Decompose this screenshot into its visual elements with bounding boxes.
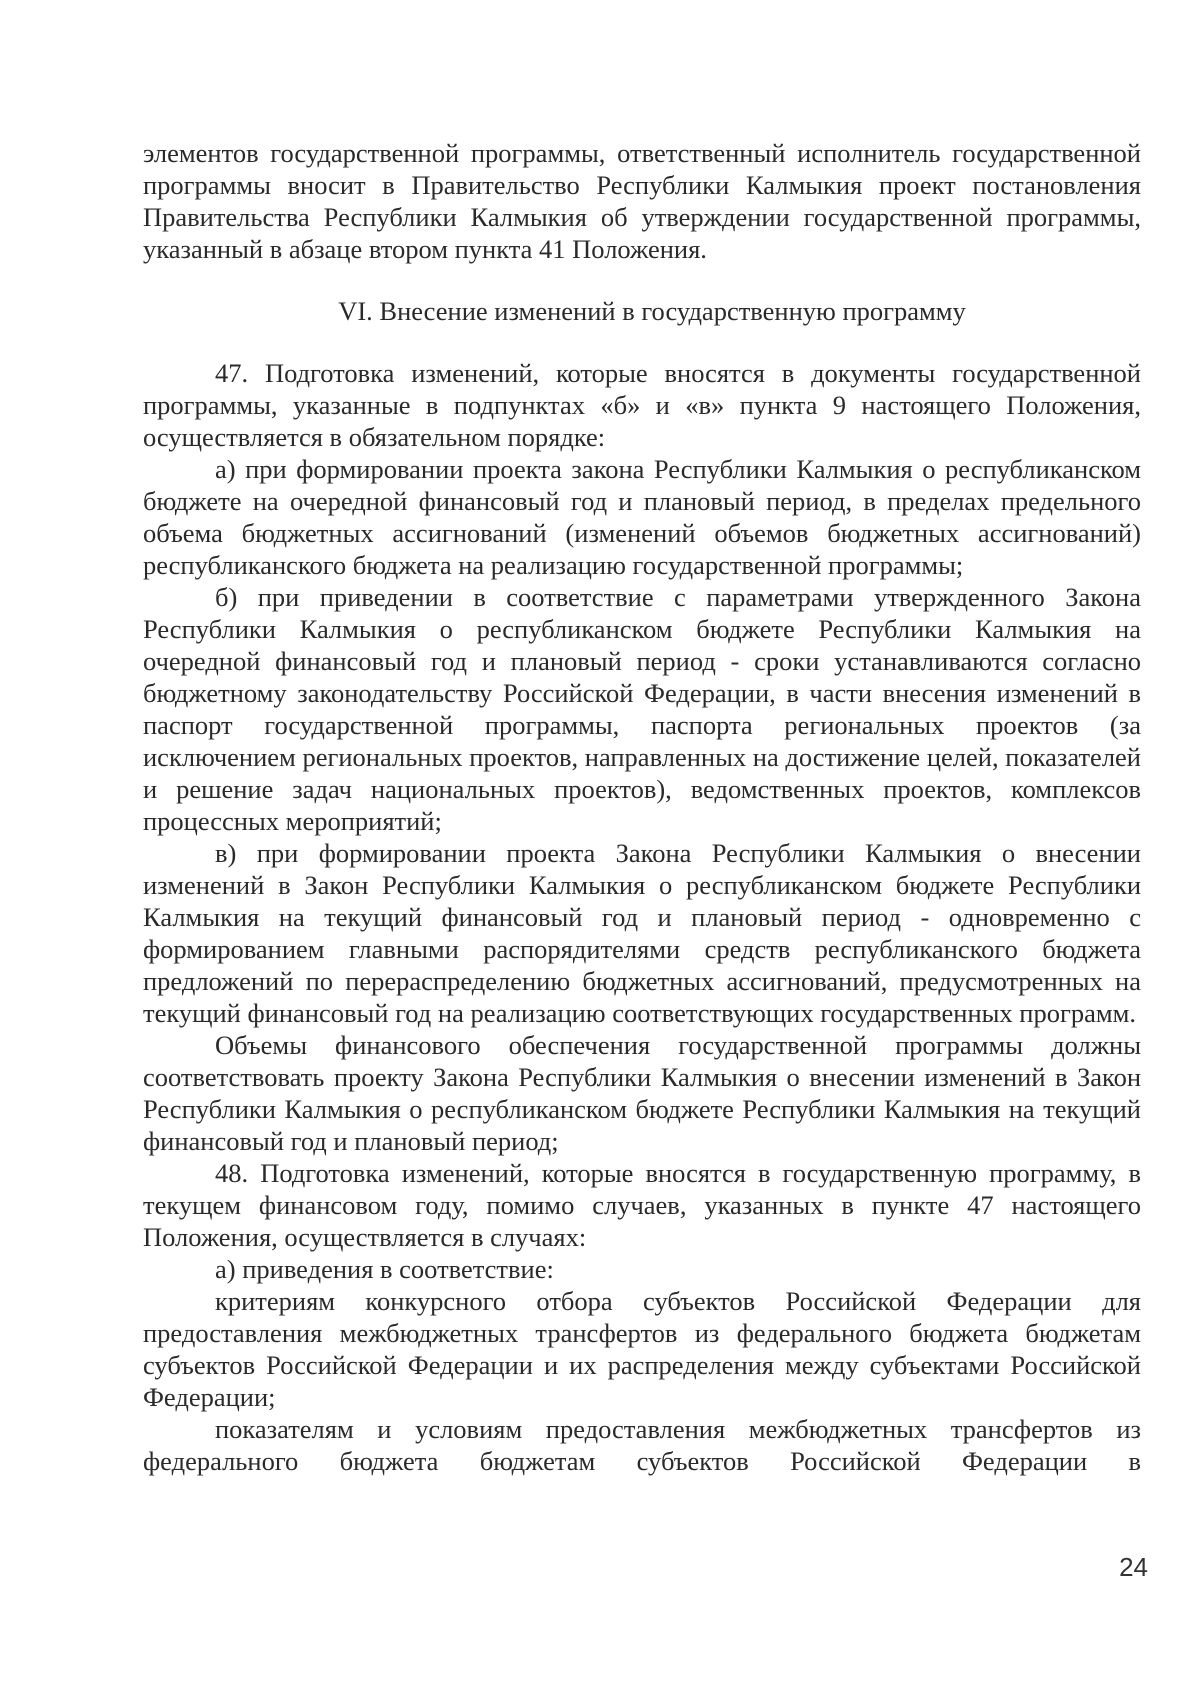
paragraph-48: 48. Подготовка изменений, которые вносятся в государственную программу, в текущем финансовом году, помимо случаев, указанных в пункте 47 настоящего Положения, осуществляется в случаях: [143,1158,1141,1252]
subparagraph-b: б) при приведении в соответствие с параметрами утвержденного Закона Республики Калмыкия о республиканском бюджете Республики Калмыкия на очередной финансовый год и плановый период - сроки устанавливаются согласно бюджетному законодательству Российской Федерации, в части внесения изменений в паспорт государственной программы, паспорта региональных проектов (за исключением региональных проектов, направленных на достижение целей, показателей и решение задач национальных проектов), ведомственных проектов, комплексов процессных мероприятий; [143,582,1141,836]
indicators-paragraph: показателям и условиям предоставления межбюджетных трансфертов из федерального бюджета бюджетам субъектов Российской Федерации в [143,1414,1141,1476]
spacer [143,265,1141,295]
subparagraph-48-a: а) приведения в соответствие: [215,1254,554,1284]
opening-paragraph: элементов государственной программы, ответственный исполнитель государственной программы вносит в Правительство Республики Калмыкия проект постановления Правительства Республики Калмыкия об утверждении государственной программы, указанный в абзаце втором пункта 41 Положения. [143,138,1141,264]
page-number: 24 [1119,1552,1148,1582]
criteria-paragraph: критериям конкурсного отбора субъектов Российской Федерации для предоставления межбюджетных трансфертов из федерального бюджета бюджетам субъектов Российской Федерации и их распределения между субъектами Российской Федерации; [143,1286,1141,1412]
paragraph-47: 47. Подготовка изменений, которые вносятся в документы государственной программы, указанные в подпунктах «б» и «в» пункта 9 настоящего Положения, осуществляется в обязательном порядке: [143,358,1141,452]
subparagraph-a: а) при формировании проекта закона Республики Калмыкия о республиканском бюджете на очередной финансовый год и плановый период, в пределах предельного объема бюджетных ассигнований (изменений объемов бюджетных ассигнований) республиканского бюджета на реализацию государственной программы; [143,454,1141,580]
document-page [143,137,1141,1477]
section-heading: VI. Внесение изменений в государственную программу [338,296,966,326]
funding-paragraph: Объемы финансового обеспечения государственной программы должны соответствовать проекту Закона Республики Калмыкия о внесении изменений в Закон Республики Калмыкия о республиканском бюджете Республики Калмыкия на текущий финансовый год и плановый период; [143,1030,1141,1156]
subparagraph-v: в) при формировании проекта Закона Республики Калмыкия о внесении изменений в Закон Республики Калмыкия о республиканском бюджете Республики Калмыкия на текущий финансовый год и плановый период - одновременно с формированием главными распорядителями средств республиканского бюджета предложений по перераспределению бюджетных ассигнований, предусмотренных на текущий финансовый год на реализацию соответствующих государственных программ. [143,838,1141,1028]
spacer [143,327,1141,357]
